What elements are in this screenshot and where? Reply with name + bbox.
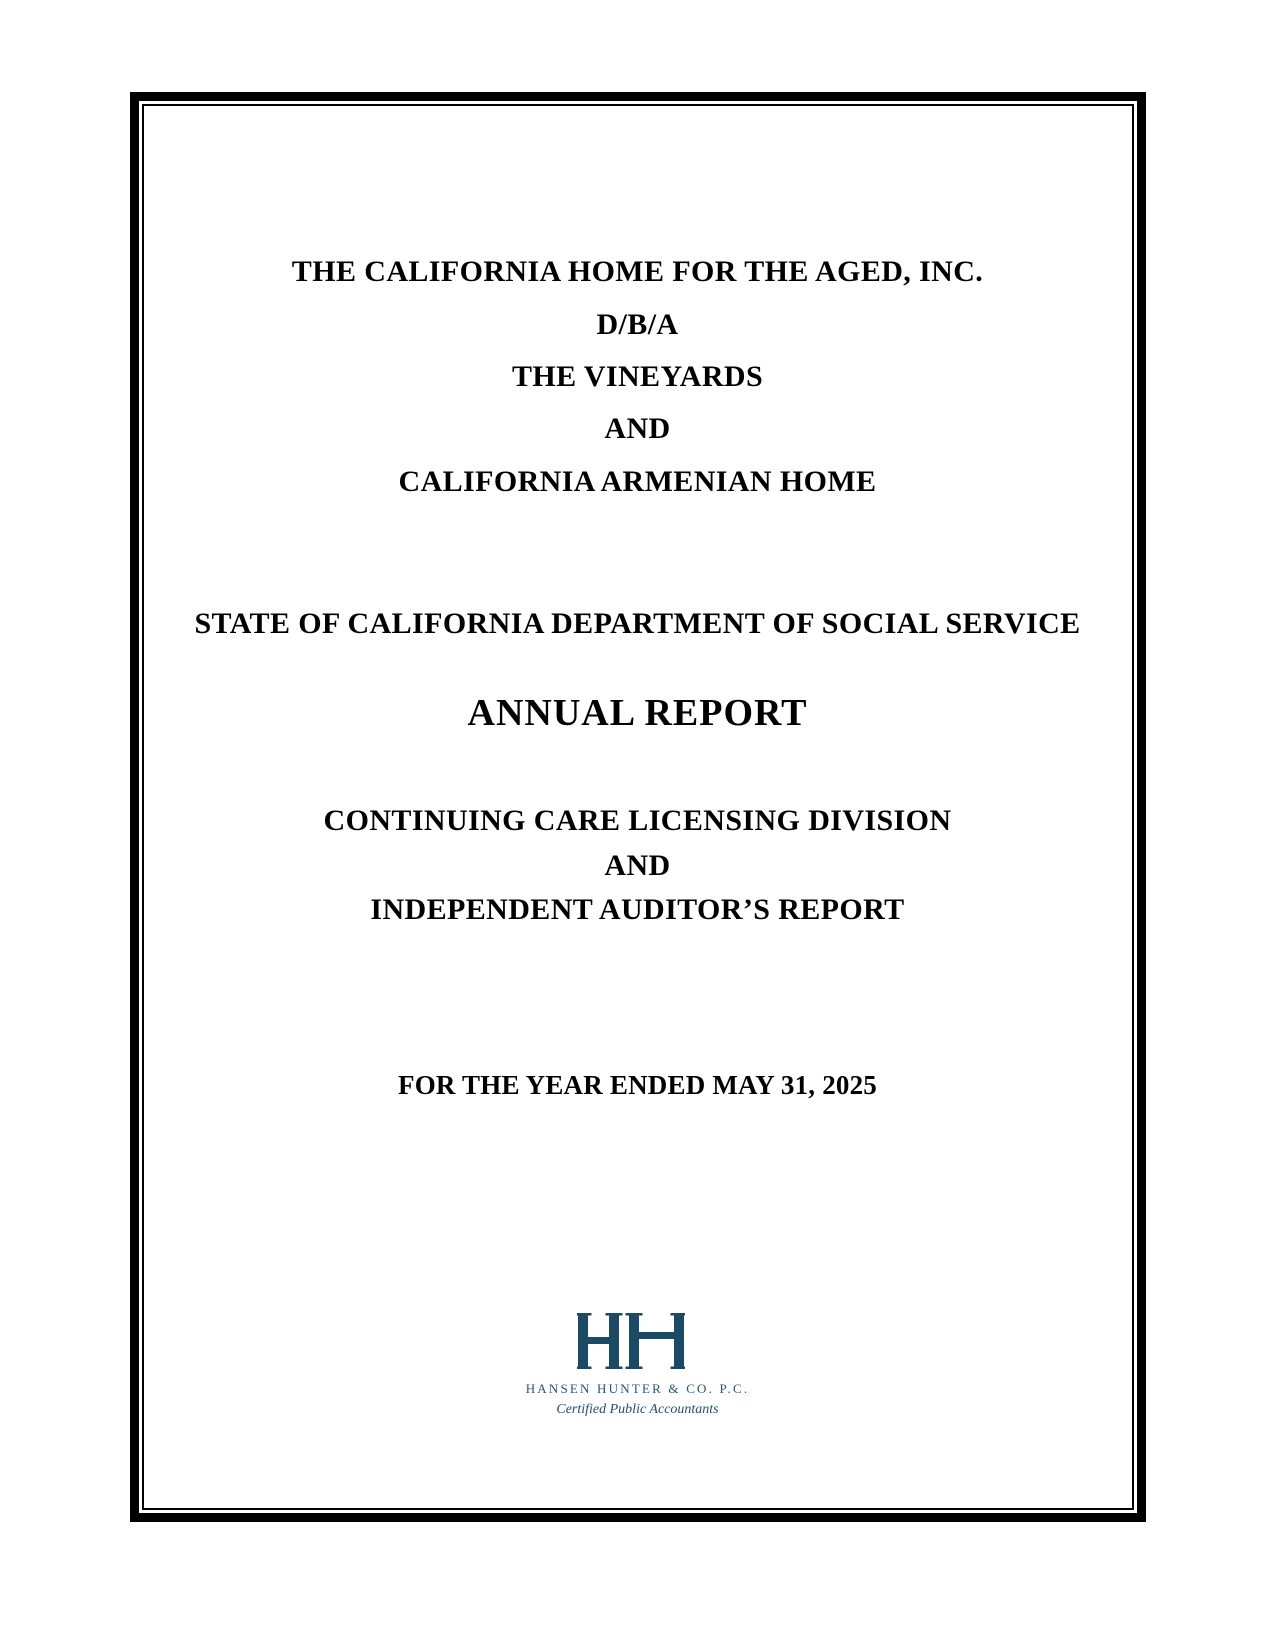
and-separator-line: AND <box>604 412 671 445</box>
dba-name-line: THE VINEYARDS <box>511 360 764 393</box>
and-separator-line-2: AND <box>604 849 671 882</box>
period-line: FOR THE YEAR ENDED MAY 31, 2025 <box>398 1070 877 1100</box>
auditors-report-line: INDEPENDENT AUDITOR’S REPORT <box>370 893 905 926</box>
division-line: CONTINUING CARE LICENSING DIVISION <box>323 804 952 837</box>
dba-line: D/B/A <box>596 308 679 341</box>
hh-monogram-icon <box>577 1313 685 1369</box>
agency-line: STATE OF CALIFORNIA DEPARTMENT OF SOCIAL SERVICE <box>194 607 1081 640</box>
firm-tagline: Certified Public Accountants <box>556 1402 719 1417</box>
report-title: ANNUAL REPORT <box>467 692 808 734</box>
firm-name: HANSEN HUNTER & CO. P.C. <box>525 1381 750 1396</box>
second-org-name-line: CALIFORNIA ARMENIAN HOME <box>398 465 877 498</box>
org-name-line: THE CALIFORNIA HOME FOR THE AGED, INC. <box>291 255 984 288</box>
